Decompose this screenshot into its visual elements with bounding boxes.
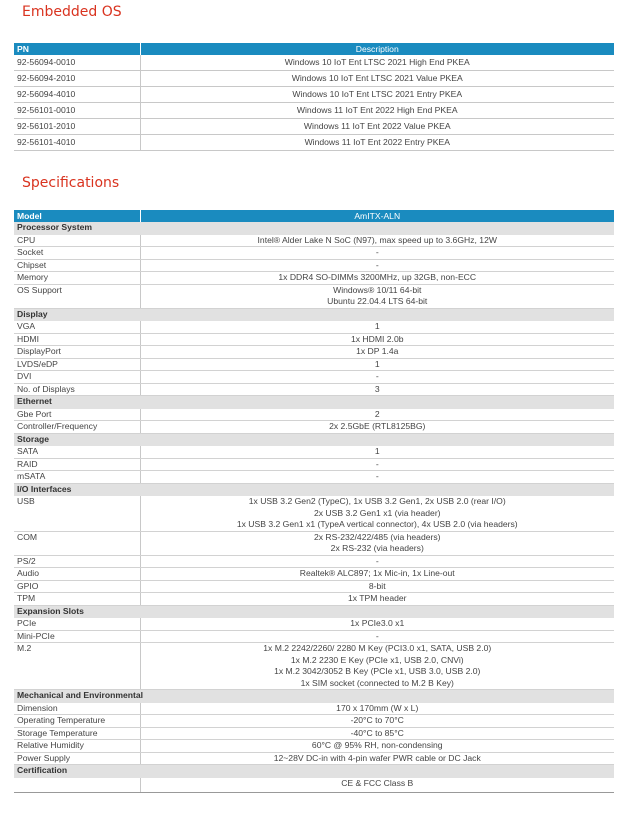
spec-value-line: 1 — [374, 321, 380, 331]
pn-cell: 92-56101-0010 — [14, 103, 140, 119]
spec-value — [140, 234, 614, 247]
description-cell: Windows 10 IoT Ent LTSC 2021 High End PKEA — [140, 55, 614, 71]
spec-row — [14, 259, 614, 272]
table-row — [14, 87, 614, 103]
spec-row — [14, 446, 614, 459]
embedded-os-table — [14, 43, 614, 151]
embedded-os-rows — [14, 55, 614, 151]
spec-value — [140, 752, 614, 765]
spec-value — [140, 358, 614, 371]
spec-value-line: 1x USB 3.2 Gen1 x1 (TypeA vertical connector), 4x USB 2.0 (via headers) — [236, 519, 518, 529]
spec-value-line: 3 — [374, 383, 380, 394]
spec-value-line: 1 — [374, 358, 380, 369]
spec-label: Power Supply — [14, 752, 140, 765]
spec-value — [140, 496, 614, 532]
spec-value-line: 1x USB 3.2 Gen2 (TypeC), 1x USB 3.2 Gen1, 2x USB 2.0 (rear I/O) — [248, 496, 506, 506]
spec-label: RAID — [14, 458, 140, 471]
spec-row — [14, 383, 614, 396]
spec-value — [140, 471, 614, 484]
category-label: Display — [14, 308, 614, 321]
spec-row — [14, 272, 614, 285]
spec-row — [14, 727, 614, 740]
category-row — [14, 765, 614, 778]
spec-value — [140, 259, 614, 272]
table-header-row — [14, 210, 614, 222]
spec-value-line: 1x HDMI 2.0b — [350, 333, 404, 344]
spec-value — [140, 333, 614, 346]
spec-value — [140, 272, 614, 285]
spec-value-line: 1x DDR4 SO-DIMMs 3200MHz, up 32GB, non-ECC — [278, 272, 477, 282]
category-row — [14, 483, 614, 496]
spec-value-line: 2x RS-232/422/485 (via headers) — [313, 531, 441, 542]
spec-row — [14, 715, 614, 728]
spec-label: M.2 — [14, 643, 140, 690]
pn-cell: 92-56101-2010 — [14, 119, 140, 135]
spec-value-line: CE & FCC Class B — [341, 777, 414, 788]
spec-value-line: Ubuntu 22.04.4 LTS 64-bit — [327, 296, 428, 306]
spec-value-line: 12~28V DC-in with 4-pin wafer PWR cable or DC Jack — [273, 752, 481, 763]
spec-row — [14, 358, 614, 371]
spec-value — [140, 568, 614, 581]
spec-row — [14, 740, 614, 753]
spec-value — [140, 618, 614, 631]
spec-value-line: 1x M.2 3042/3052 B Key (PCIe x1, USB 3.0, USB 2.0) — [274, 666, 481, 676]
spec-label: Socket — [14, 247, 140, 260]
spec-value-line: 8-bit — [368, 580, 386, 591]
spec-row — [14, 496, 614, 532]
category-label: Ethernet — [14, 396, 614, 409]
category-row — [14, 308, 614, 321]
spec-value-line: 1x TPM header — [347, 593, 407, 603]
spec-value — [140, 371, 614, 384]
spec-value — [140, 593, 614, 606]
spec-value-line: -20°C to 70°C — [350, 715, 404, 725]
category-label: Processor System — [14, 222, 614, 234]
specifications-rows — [14, 222, 614, 792]
spec-value-line: - — [375, 630, 379, 641]
description-cell: Windows 10 IoT Ent LTSC 2021 Entry PKEA — [140, 87, 614, 103]
spec-row — [14, 471, 614, 484]
spec-row — [14, 458, 614, 471]
description-cell: Windows 11 IoT Ent 2022 High End PKEA — [140, 103, 614, 119]
spec-label: CPU — [14, 234, 140, 247]
spec-label: USB — [14, 496, 140, 532]
table-row — [14, 135, 614, 151]
spec-label: PCIe — [14, 618, 140, 631]
spec-value — [140, 408, 614, 421]
spec-value-line: 1x PCIe3.0 x1 — [350, 618, 405, 628]
table-header-row — [14, 43, 614, 55]
spec-value — [140, 383, 614, 396]
spec-value-line: Windows® 10/11 64-bit — [333, 284, 422, 295]
spec-value — [140, 702, 614, 715]
spec-row — [14, 346, 614, 359]
spec-value-line: -40°C to 85°C — [350, 727, 404, 738]
spec-value — [140, 321, 614, 334]
embedded-os-title: Embedded OS — [22, 4, 122, 20]
spec-value-line: 2 — [374, 408, 380, 419]
spec-label: Chipset — [14, 259, 140, 272]
spec-row — [14, 531, 614, 555]
spec-value — [140, 446, 614, 459]
spec-label: TPM — [14, 593, 140, 606]
spec-value-line: - — [375, 471, 379, 481]
spec-row — [14, 555, 614, 568]
pn-cell: 92-56094-2010 — [14, 71, 140, 87]
description-header: Description — [140, 43, 614, 55]
model-header: Model — [14, 210, 140, 222]
spec-label: VGA — [14, 321, 140, 334]
spec-row — [14, 333, 614, 346]
spec-label: DisplayPort — [14, 346, 140, 359]
spec-value-line: 1x M.2 2230 E Key (PCIe x1, USB 2.0, CNVi) — [290, 654, 464, 665]
spec-value-line: - — [375, 555, 379, 566]
description-cell: Windows 11 IoT Ent 2022 Value PKEA — [140, 119, 614, 135]
table-row — [14, 119, 614, 135]
spec-row — [14, 580, 614, 593]
spec-label: HDMI — [14, 333, 140, 346]
spec-value-line: 1x DP 1.4a — [356, 346, 399, 356]
spec-label: DVI — [14, 371, 140, 384]
spec-label: Gbe Port — [14, 408, 140, 421]
pn-cell: 92-56101-4010 — [14, 135, 140, 151]
spec-label: Storage Temperature — [14, 727, 140, 740]
spec-value — [140, 247, 614, 260]
spec-row — [14, 777, 614, 792]
spec-value-line: - — [375, 247, 379, 257]
table-row — [14, 71, 614, 87]
spec-row — [14, 284, 614, 308]
specifications-title: Specifications — [22, 175, 120, 191]
spec-value — [140, 740, 614, 753]
spec-row — [14, 752, 614, 765]
spec-label: Relative Humidity — [14, 740, 140, 753]
spec-label: Audio — [14, 568, 140, 581]
spec-value — [140, 715, 614, 728]
spec-label: Dimension — [14, 702, 140, 715]
category-row — [14, 690, 614, 703]
category-label: Certification — [14, 765, 614, 778]
spec-value-line: - — [375, 259, 379, 270]
spec-row — [14, 408, 614, 421]
category-label: Storage — [14, 433, 614, 446]
category-label: I/O Interfaces — [14, 483, 614, 496]
spec-label — [14, 777, 140, 792]
spec-value — [140, 284, 614, 308]
spec-value-line: - — [375, 458, 379, 469]
pn-cell: 92-56094-4010 — [14, 87, 140, 103]
category-row — [14, 222, 614, 234]
spec-value — [140, 346, 614, 359]
pn-header: PN — [14, 43, 140, 55]
description-cell: Windows 10 IoT Ent LTSC 2021 Value PKEA — [140, 71, 614, 87]
description-cell: Windows 11 IoT Ent 2022 Entry PKEA — [140, 135, 614, 151]
spec-row — [14, 618, 614, 631]
spec-value-line: 1x M.2 2242/2260/ 2280 M Key (PCI3.0 x1, SATA, USB 2.0) — [263, 643, 492, 653]
spec-value — [140, 777, 614, 792]
spec-value — [140, 555, 614, 568]
spec-row — [14, 321, 614, 334]
spec-row — [14, 630, 614, 643]
spec-label: Mini-PCIe — [14, 630, 140, 643]
category-row — [14, 433, 614, 446]
category-row — [14, 396, 614, 409]
spec-value — [140, 531, 614, 555]
spec-value — [140, 458, 614, 471]
spec-value-line: 1x SIM socket (connected to M.2 B Key) — [300, 677, 454, 688]
spec-row — [14, 234, 614, 247]
category-row — [14, 605, 614, 618]
spec-value — [140, 643, 614, 690]
spec-value-line: 170 x 170mm (W x L) — [336, 702, 419, 713]
spec-row — [14, 371, 614, 384]
spec-value-line: Realtek® ALC897; 1x Mic-in, 1x Line-out — [299, 568, 455, 578]
spec-value — [140, 580, 614, 593]
spec-label: COM — [14, 531, 140, 555]
spec-value-line: 2x 2.5GbE (RTL8125BG) — [329, 421, 426, 431]
spec-row — [14, 568, 614, 581]
table-row — [14, 103, 614, 119]
spec-value — [140, 727, 614, 740]
spec-value — [140, 421, 614, 434]
spec-value — [140, 630, 614, 643]
spec-label: Memory — [14, 272, 140, 285]
spec-label: No. of Displays — [14, 383, 140, 396]
spec-row — [14, 421, 614, 434]
spec-row — [14, 702, 614, 715]
spec-value-line: 60°C @ 95% RH, non-condensing — [311, 740, 443, 750]
specifications-table — [14, 210, 614, 793]
spec-label: Operating Temperature — [14, 715, 140, 728]
spec-label: GPIO — [14, 580, 140, 593]
model-value-header: AmITX-ALN — [140, 210, 614, 222]
spec-row — [14, 247, 614, 260]
category-label: Expansion Slots — [14, 605, 614, 618]
spec-label: Controller/Frequency — [14, 421, 140, 434]
category-label: Mechanical and Environmental — [14, 690, 614, 703]
spec-label: LVDS/eDP — [14, 358, 140, 371]
spec-label: mSATA — [14, 471, 140, 484]
spec-value-line: - — [375, 371, 379, 381]
spec-value-line: 1 — [374, 446, 380, 456]
spec-label: PS/2 — [14, 555, 140, 568]
spec-row — [14, 593, 614, 606]
table-row — [14, 55, 614, 71]
spec-label: SATA — [14, 446, 140, 459]
spec-value-line: Intel® Alder Lake N SoC (N97), max speed up to 3.6GHz, 12W — [257, 234, 497, 245]
spec-value-line: 2x USB 3.2 Gen1 x1 (via header) — [313, 507, 441, 518]
spec-row — [14, 643, 614, 690]
spec-label: OS Support — [14, 284, 140, 308]
pn-cell: 92-56094-0010 — [14, 55, 140, 71]
spec-value-line: 2x RS-232 (via headers) — [330, 543, 424, 553]
